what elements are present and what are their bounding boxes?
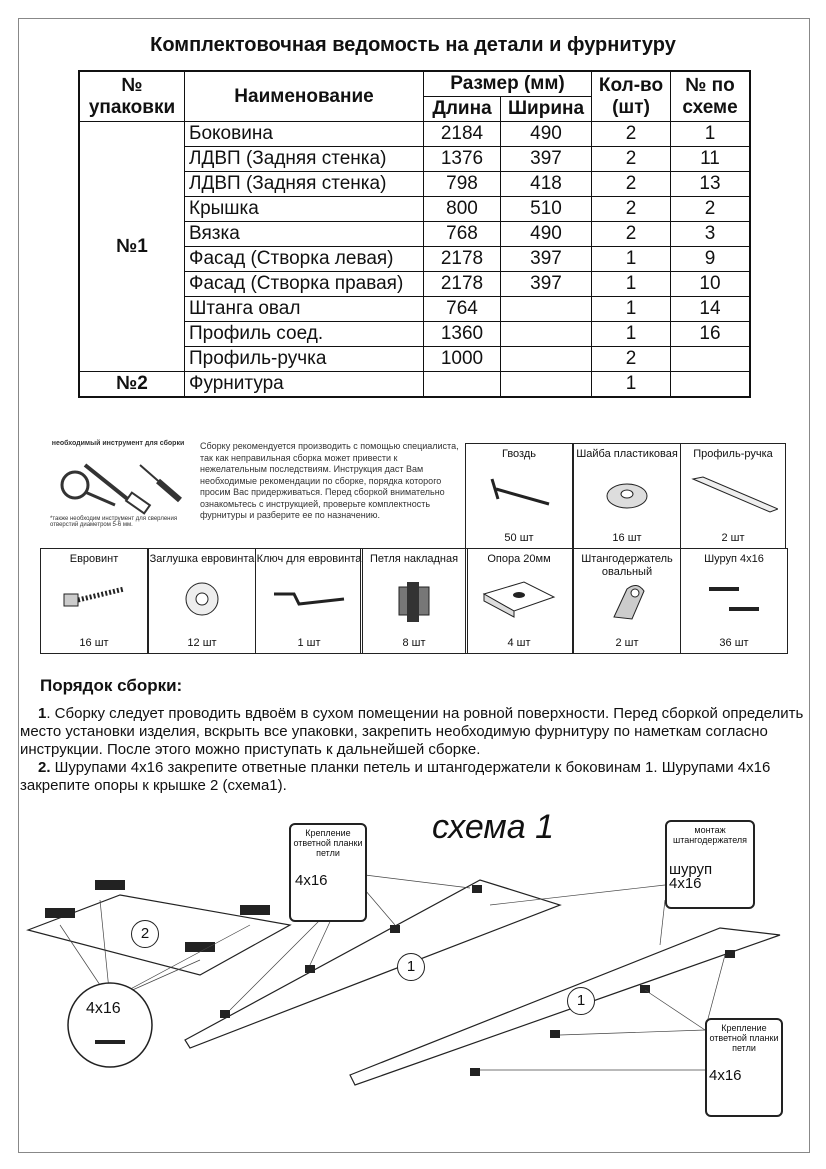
- hinge-callout-right-title: Крепление ответной планки петли: [709, 1023, 779, 1053]
- rod-callout-screw-size: 4х16: [669, 875, 702, 892]
- hardware-count: 16 шт: [612, 532, 642, 544]
- part-name: Штанга овал: [185, 297, 424, 322]
- part-length: 1000: [424, 347, 501, 372]
- hardware-label: Гвоздь: [501, 448, 536, 460]
- part-length: 1376: [424, 147, 501, 172]
- hardware-label: Заглушка евровинта: [149, 553, 255, 565]
- part-scheme-no: 13: [671, 172, 751, 197]
- part-2-label: 2: [131, 920, 159, 948]
- part-length: 800: [424, 197, 501, 222]
- magnifier-screw-size: 4х16: [86, 1000, 121, 1017]
- hardware-label: Опора 20мм: [487, 553, 551, 565]
- part-width: 418: [501, 172, 592, 197]
- part-name: ЛДВП (Задняя стенка): [185, 147, 424, 172]
- hinge-callout-right: [705, 1018, 783, 1117]
- header-length: Длина: [424, 97, 501, 122]
- part-width: 510: [501, 197, 592, 222]
- assembly-order-title: Порядок сборки:: [40, 676, 183, 695]
- step-1-number: 1: [38, 705, 47, 722]
- part-scheme-no: 14: [671, 297, 751, 322]
- part-length: 2184: [424, 122, 501, 147]
- rod-holder-callout: [665, 820, 755, 909]
- part-scheme-no: 11: [671, 147, 751, 172]
- hardware-label: Шуруп 4х16: [704, 553, 764, 565]
- part-length: 1360: [424, 322, 501, 347]
- part-length: 798: [424, 172, 501, 197]
- hardware-count: 16 шт: [79, 637, 109, 649]
- hardware-label: Шайба пластиковая: [576, 448, 678, 460]
- hardware-count: 2 шт: [721, 532, 745, 544]
- part-scheme-no: 3: [671, 222, 751, 247]
- part-scheme-no: 10: [671, 272, 751, 297]
- part-name: ЛДВП (Задняя стенка): [185, 172, 424, 197]
- part-name: Профиль соед.: [185, 322, 424, 347]
- part-scheme-no: 9: [671, 247, 751, 272]
- part-width: 397: [501, 247, 592, 272]
- step-1-text: . Сборку следует проводить вдвоём в сухом помещении на ровной поверхности. Перед сборкой определить место установки изделия, вскрыть все упаковки, закрепить необходимую фурнитуру по наметкам согласно инструкции. После этого можно приступать к дальнейшей сборке.: [20, 705, 804, 758]
- part-qty: 1: [592, 322, 671, 347]
- header-qty: Кол-во (шт): [592, 71, 671, 122]
- part-name: Профиль-ручка: [185, 347, 424, 372]
- part-length: 764: [424, 297, 501, 322]
- header-size: Размер (мм): [424, 71, 592, 97]
- part-qty: 2: [592, 197, 671, 222]
- hardware-label: Евровинт: [69, 553, 119, 565]
- hardware-label: Петля накладная: [369, 553, 459, 565]
- part-qty: 2: [592, 347, 671, 372]
- header-name: Наименование: [185, 71, 424, 122]
- rod-callout-title: монтаж штангодержателя: [672, 825, 748, 845]
- hinge-callout-right-screw: 4х16: [709, 1067, 742, 1084]
- part-length: 2178: [424, 247, 501, 272]
- part-scheme-no: 16: [671, 322, 751, 347]
- step-2-number: 2.: [38, 759, 51, 776]
- header-width: Ширина: [501, 97, 592, 122]
- hardware-count: 2 шт: [615, 637, 639, 649]
- hinge-callout: [289, 823, 367, 922]
- package-cell: №2: [79, 372, 185, 398]
- hardware-count: 4 шт: [507, 637, 531, 649]
- package-cell: №1: [79, 122, 185, 372]
- part-qty: 2: [592, 147, 671, 172]
- hardware-count: 36 шт: [719, 637, 749, 649]
- part-width: 397: [501, 147, 592, 172]
- part-width: 490: [501, 122, 592, 147]
- tools-title: необходимый инструмент для сборки: [51, 440, 185, 447]
- part-width: 397: [501, 272, 592, 297]
- part-name: Фасад (Створка правая): [185, 272, 424, 297]
- part-qty: 2: [592, 122, 671, 147]
- step-2-text: Шурупами 4х16 закрепите ответные планки петель и штангодержатели к боковинам 1. Шурупами 4х16 закрепите опоры к крышке 2 (схема1).: [20, 759, 771, 794]
- part-name: Боковина: [185, 122, 424, 147]
- part-length: 768: [424, 222, 501, 247]
- part-length: 2178: [424, 272, 501, 297]
- part-qty: 1: [592, 297, 671, 322]
- part-scheme-no: 1: [671, 122, 751, 147]
- part-qty: 2: [592, 172, 671, 197]
- part-qty: 1: [592, 372, 671, 398]
- part-name: Фурнитура: [185, 372, 424, 398]
- hinge-callout-title: Крепление ответной планки петли: [293, 828, 363, 858]
- hardware-count: 8 шт: [402, 637, 426, 649]
- part-qty: 1: [592, 247, 671, 272]
- scheme-title: схема 1: [432, 808, 554, 846]
- part-1-label-right: 1: [567, 987, 595, 1015]
- hardware-label: Штангодержатель овальный: [581, 553, 673, 578]
- part-qty: 1: [592, 272, 671, 297]
- hardware-label: Ключ для евровинта: [256, 553, 362, 565]
- part-name: Вязка: [185, 222, 424, 247]
- hardware-count: 12 шт: [187, 637, 217, 649]
- hardware-count: 1 шт: [297, 637, 321, 649]
- tools-note: *также необходим инструмент для сверления отверстий диаметром 5-6 мм.: [50, 516, 178, 528]
- screw-magnifier: [68, 983, 152, 1067]
- part-scheme-no: 2: [671, 197, 751, 222]
- rod-callout-screw: шуруп: [669, 861, 713, 878]
- hinge-callout-screw: 4х16: [295, 872, 328, 889]
- hardware-label: Профиль-ручка: [693, 448, 773, 460]
- header-package: № упаковки: [79, 71, 185, 122]
- tools-recommendation: Сборку рекомендуется производить с помощью специалиста, так как неправильная сборка может привести к нежелательным последствиям. Инструкция даст Вам необходимые рекомендации по сборке, порядка которого просим Вас придерживаться. Перед сборкой внимательно ознакомьтесь с инструкцией, проверьте комплектность фурнитуры и разберите ее по назначению.: [200, 441, 459, 520]
- part-width: 490: [501, 222, 592, 247]
- part-name: Крышка: [185, 197, 424, 222]
- header-scheme-no: № по схеме: [671, 71, 751, 122]
- document-title: Комплектовочная ведомость на детали и фурнитуру: [150, 34, 676, 56]
- part-1-label-left: 1: [397, 953, 425, 981]
- hardware-count: 50 шт: [504, 532, 534, 544]
- part-qty: 2: [592, 222, 671, 247]
- part-name: Фасад (Створка левая): [185, 247, 424, 272]
